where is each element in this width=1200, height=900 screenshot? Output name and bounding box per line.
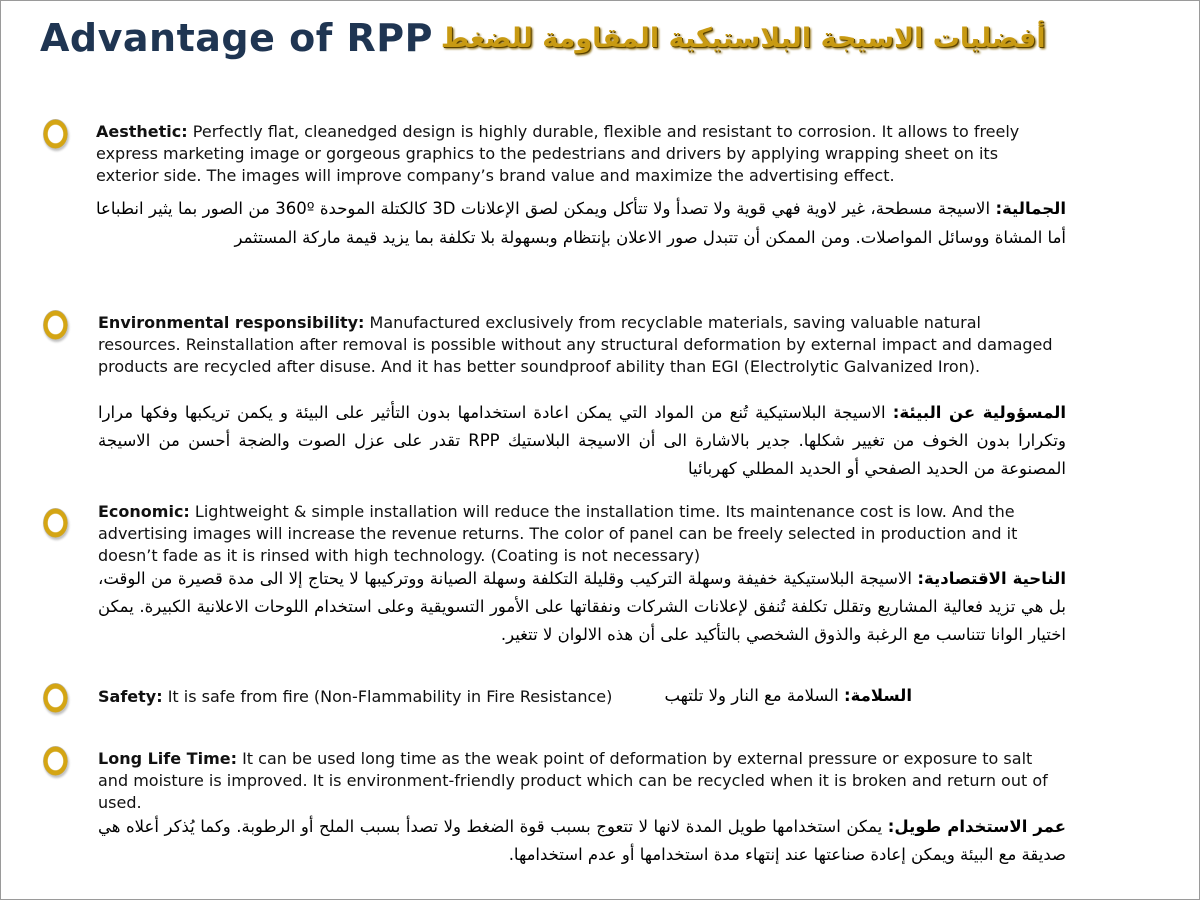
safety-label: Safety: xyxy=(98,687,163,706)
safety-description: It is safe from fire (Non-Flammability in Fire Resistance) xyxy=(167,687,613,706)
economic-label: Economic: xyxy=(98,502,190,521)
economic-arabic-text xyxy=(98,565,1066,649)
long-life-description-arabic: يمكن استخدامها طويل المدة لانها لا تتعوج بسبب قوة الضغط ولا تصدأ بسبب الملح أو الرطوبة. وكما يُذكر أعلاه هي صديقة مع البيئة ويمكن إعادة صناعتها عند إنتهاء مدة استخدامها أو عدم استخدامها. xyxy=(98,817,1066,864)
environmental-arabic-text xyxy=(98,399,1066,483)
bullet-ring-icon xyxy=(43,508,68,538)
bullet-ring-icon xyxy=(43,683,68,713)
safety-english-text xyxy=(98,686,612,708)
safety-description-arabic: السلامة مع النار ولا تلتهب xyxy=(664,686,839,705)
aesthetic-description: Perfectly flat, cleanedged design is highly durable, flexible and resistant to corrosion. It allows to freely express marketing image or gorgeous graphics to the pedestrians and drivers by applying wrapping sheet on its exterior side. The images will improve company’s brand value and maximize the advertising effect. xyxy=(96,122,1020,185)
environmental-description: Manufactured exclusively from recyclable materials, saving valuable natural resources. Reinstallation after removal is possible without any structural deformation by external impact and damaged products are recycled after disuse. And it has better soundproof ability than EGI (Electrolytic Galvanized Iron). xyxy=(98,313,1053,376)
aesthetic-english-text xyxy=(96,121,1061,187)
long-life-arabic-text xyxy=(98,813,1066,869)
economic-description-arabic: الاسيجة البلاستيكية خفيفة وسهلة التركيب وقليلة التكلفة وسهلة الصيانة ووتركيبها لا يحتاج إلا الى مدة قصيرة من الوقت، بل هي تزيد فعالية المشاريع وتقلل تكلفة تُنفق لإعلانات الشركات ونفقاتها على الأمور التسويقية وعلى استخدام اللوحات الاعلانية الكبيرة. يمكن اختيار الوانا تتناسب مع الرغبة والذوق الشخصي بالتأكيد على أن هذه الالوان لا تتغير. xyxy=(98,569,1066,644)
long-life-label: Long Life Time: xyxy=(98,749,237,768)
economic-label-arabic: الناحية الاقتصادية: xyxy=(917,569,1066,588)
aesthetic-description-arabic: الاسيجة مسطحة، غير لاوية فهي قوية ولا تصدأ ولا تتأكل ويمكن لصق الإعلانات 3D كالكتلة الموحدة 360º من الصور بما يثير انطباعا أما المشاة ووسائل المواصلات. ومن الممكن أن تتبدل صور الاعلان بإنتظام وبسهولة بلا تكلفة بما يزيد قيمة ماركة المستثمر xyxy=(96,199,1066,247)
safety-label-arabic: السلامة: xyxy=(844,686,912,705)
long-life-label-arabic: عمر الاستخدام طويل: xyxy=(887,817,1067,836)
economic-english-text xyxy=(98,501,1066,567)
environmental-description-arabic: الاسيجة البلاستيكية تُنع من المواد التي يمكن اعادة استخدامها بدون التأثير على البيئة و يكمن تريكبها وفكها مرارا وتكرارا بدون الخوف من تغيير شكلها. جدير بالاشارة الى أن الاسيجة البلاستيك RPP تقدر على عزل الصوت والضجة أحسن من الاسيجة المصنوعة من الحديد الصفحي أو الحديد المطلي كهربائيا xyxy=(98,403,1066,478)
safety-arabic-text xyxy=(630,684,912,708)
bullet-ring-icon xyxy=(43,310,68,340)
slide-title xyxy=(40,12,1046,64)
aesthetic-arabic-text xyxy=(96,194,1066,252)
title-arabic: أفضليات الاسيجة البلاستيكية المقاومة للضغط xyxy=(440,22,1046,54)
environmental-label: Environmental responsibility: xyxy=(98,313,365,332)
title-english: Advantage of RPP xyxy=(40,16,433,60)
bullet-ring-icon xyxy=(43,746,68,776)
bullet-ring-icon xyxy=(43,119,68,149)
long-life-english-text xyxy=(98,748,1058,814)
environmental-label-arabic: المسؤولية عن البيئة: xyxy=(892,403,1067,422)
aesthetic-label: Aesthetic: xyxy=(96,122,188,141)
environmental-english-text xyxy=(98,312,1061,378)
long-life-description: It can be used long time as the weak point of deformation by external pressure or exposure to salt and moisture is improved. It is environment-friendly product which can be recycled when it is broken and return out of used. xyxy=(98,749,1048,812)
economic-description: Lightweight & simple installation will reduce the installation time. Its maintenance cost is low. And the advertising images will increase the revenue returns. The color of panel can be freely selected in production and it doesn’t fade as it is rinsed with high technology. (Coating is not necessary) xyxy=(98,502,1018,565)
aesthetic-label-arabic: الجمالية: xyxy=(995,199,1066,218)
